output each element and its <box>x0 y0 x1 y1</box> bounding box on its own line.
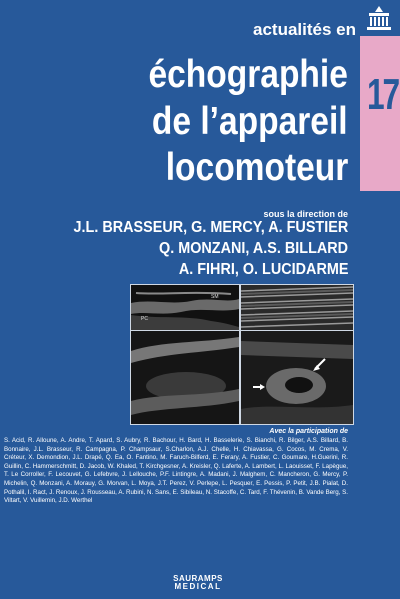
publisher-name-line-2: MEDICAL <box>174 582 222 591</box>
ultrasound-image-1 <box>130 284 240 331</box>
image-label-sm: SM <box>211 294 219 300</box>
building-logo-icon <box>362 4 396 32</box>
participants-list: S. Acid, R. Alloune, A. Andre, T. Apard, S. Aubry, R. Bachour, H. Bard, H. Basselerie, S. Bianchi, R. Bilger, A.S. Billard, B. Bonnaire, J.L. Brasseur, R. Campagna, P. Champsaur, S.Charlon, A.J. Chelle, H. Chiavassa, G. Cocos, M. Crema, V. Créteur, X. Demondion, J.L. Drapé, Q. Ea, O. Fantino, M. Faruch-Bilferd, E. Ferary, A. Fustier, C. Goumare, H.Guerini, R. Guillin, C. Hammerschmitt, D. Jacob, W. Khaled, T. Kirchgesner, A. Kreisler, Q. Laferte, A. Lambert, L. Laouisset, F. Lapègue, T. Le Corroller, F. Lecouvet, G. Lefebvre, J. Lellouche, P.F. Lintingre, A. Madani, J. Malghem, C. Mancheron, G. Mercy, P. Michelin, Q. Monzani, A. Morauy, G. Morvan, L. Moya, J.T. Perez, V. Perlepe, L. Pesquer, E. Pessis, P. Petit, J.B. Pialat, D. Pothalil, I. Ract, J. Renoux, J. Rousseau, A. Rubini, N. Sans, E. Sibileau, N. Stacoffe, C. Tard, F. Thévenin, B. Vande Berg, S. Viltart, V. Vuillemin, J.D. Werthel <box>4 437 348 505</box>
image-label-pc: PC <box>141 316 148 322</box>
volume-number: 17 <box>367 70 398 119</box>
ultrasound-image-3 <box>130 330 240 425</box>
direction-label: sous la direction de <box>263 209 348 219</box>
ultrasound-image-2 <box>240 284 354 331</box>
book-title-line-2: de l’appareil <box>152 100 348 143</box>
book-title-line-1: échographie <box>148 53 348 96</box>
publisher-logo <box>158 574 238 591</box>
editors-line-1: J.L. BRASSEUR, G. MERCY, A. FUSTIER <box>73 219 348 236</box>
participation-heading: Avec la participation de <box>269 428 348 435</box>
ultrasound-image-4 <box>240 330 354 425</box>
editors-line-3: A. FIHRI, O. LUCIDARME <box>178 261 348 278</box>
publisher-name-line-1: SAURAMPS <box>173 574 223 583</box>
series-title: actualités en <box>253 20 356 39</box>
book-title-line-3: locomoteur <box>165 146 348 189</box>
editors-line-2: Q. MONZANI, A.S. BILLARD <box>158 240 348 257</box>
